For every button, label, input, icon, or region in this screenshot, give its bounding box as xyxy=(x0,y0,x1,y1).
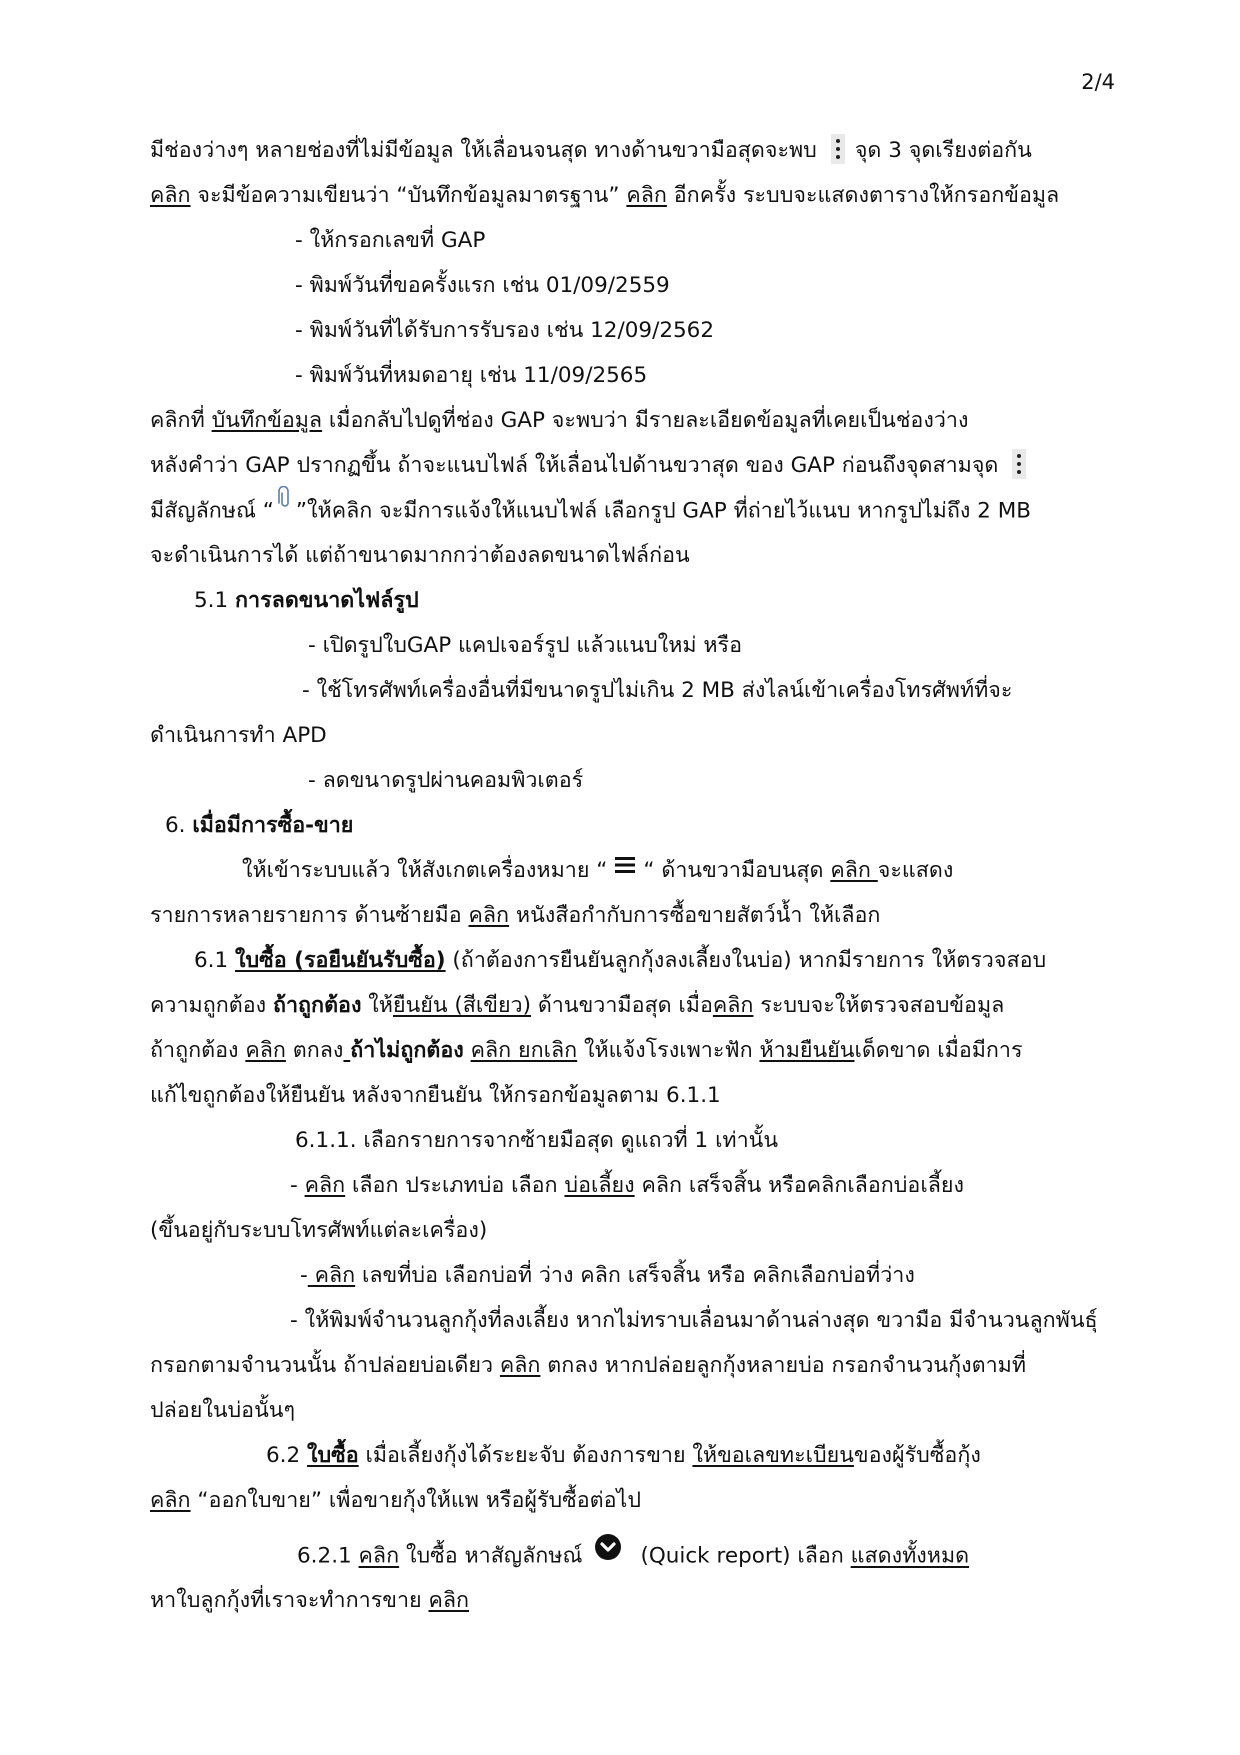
click-link: คลิก xyxy=(150,183,191,208)
text: ให้เข้าระบบแล้ว ให้สังเกตเครื่องหมาย “ xyxy=(242,858,608,883)
click-link: คลิก xyxy=(304,1173,346,1198)
page-number: 2/4 xyxy=(1081,70,1115,94)
click-cancel-link: คลิก ยกเลิก xyxy=(470,1038,578,1063)
click-link: คลิก xyxy=(468,903,510,928)
click-link: คลิก xyxy=(428,1588,470,1613)
list-item: - พิมพ์วันที่ขอครั้งแรก เช่น 01/09/2559 xyxy=(295,273,670,298)
text: เลือก ประเภทบ่อ เลือก xyxy=(345,1173,565,1198)
paragraph-line xyxy=(150,179,1059,213)
subsection-line xyxy=(297,1537,969,1576)
text: จะแสดง xyxy=(877,858,954,883)
section-number: 6. xyxy=(165,813,193,838)
text: เด็ดขาด เมื่อมีการ xyxy=(854,1038,1023,1063)
paragraph-line: ดำเนินการทำ APD xyxy=(150,723,327,748)
save-data-link: บันทึกข้อมูล xyxy=(211,408,323,433)
vertical-ellipsis-icon xyxy=(1012,449,1026,479)
list-item xyxy=(300,1259,915,1293)
text: ใบซื้อ หาสัญลักษณ์ xyxy=(399,1543,583,1569)
purchase-heading: ใบซื้อ xyxy=(307,1443,359,1468)
pond-link: บ่อเลี้ยง xyxy=(564,1173,635,1198)
click-link: คลิก xyxy=(358,1543,400,1569)
paragraph-line xyxy=(150,134,1032,168)
click-link: คลิก xyxy=(307,1263,356,1288)
click-link: คลิก xyxy=(150,1488,191,1513)
text: ”ให้คลิก จะมีการแจ้งให้แนบไฟล์ เลือกรูป GAP ที่ถ่ายไว้แนบ หากรูปไม่ถึง 2 MB xyxy=(295,498,1031,524)
paragraph-line xyxy=(150,899,880,933)
paragraph-line xyxy=(150,1484,641,1518)
section-heading xyxy=(194,584,419,618)
confirm-green-link: ยืนยัน (สีเขียว) xyxy=(392,993,532,1018)
text: ด้านขวามือสุด เมื่อ xyxy=(531,993,713,1018)
click-link: คลิก xyxy=(830,858,878,883)
section-heading xyxy=(165,809,353,843)
text: หาใบลูกกุ้งที่เราจะทำการขาย xyxy=(150,1588,429,1613)
click-link: คลิก xyxy=(712,993,754,1018)
emphasis: ถ้าถูกต้อง xyxy=(272,993,362,1018)
text: 6.2.1 xyxy=(297,1543,359,1569)
text: อีกครั้ง ระบบจะแสดงตารางให้กรอกข้อมูล xyxy=(666,183,1060,208)
click-link: คลิก xyxy=(626,183,667,208)
list-item: - ให้กรอกเลขที่ GAP xyxy=(295,228,486,253)
text: หลังคำว่า GAP ปรากฏขึ้น ถ้าจะแนบไฟล์ ให้เลื่อนไปด้านขวาสุด ของ GAP ก่อนถึงจุดสามจุด xyxy=(150,453,999,478)
section-title: เมื่อมีการซื้อ-ขาย xyxy=(192,813,354,838)
emphasis: ถ้าไม่ถูกต้อง xyxy=(350,1038,464,1063)
list-item: - ลดขนาดรูปผ่านคอมพิวเตอร์ xyxy=(308,768,584,793)
text: เมื่อเลี้ยงกุ้งได้ระยะจับ ต้องการขาย xyxy=(358,1443,693,1468)
section-number: 6.1 xyxy=(194,948,236,973)
paragraph-line xyxy=(150,404,968,438)
show-all-link: แสดงทั้งหมด xyxy=(850,1543,970,1569)
text: หนังสือกำกับการซื้อขายสัตว์น้ำ ให้เลือก xyxy=(509,903,881,928)
text: มีสัญลักษณ์ “ xyxy=(150,498,274,524)
section-title: การลดขนาดไฟล์รูป xyxy=(235,588,419,613)
paragraph-line xyxy=(150,494,1031,529)
text: คลิก เสร็จสิ้น หรือคลิกเลือกบ่อเลี้ยง xyxy=(634,1173,964,1198)
text: เมื่อกลับไปดูที่ช่อง GAP จะพบว่า มีรายละเอียดข้อมูลที่เคยเป็นช่องว่าง xyxy=(322,408,969,433)
text: จะมีข้อความเขียนว่า “บันทึกข้อมูลมาตรฐาน” xyxy=(190,183,627,208)
paperclip-icon xyxy=(278,486,292,521)
list-item: - ใช้โทรศัพท์เครื่องอื่นที่มีขนาดรูปไม่เกิน 2 MB ส่งไลน์เข้าเครื่องโทรศัพท์ที่จะ xyxy=(302,678,1013,703)
paragraph-line: แก้ไขถูกต้องให้ยืนยัน หลังจากยืนยัน ให้กรอกข้อมูลตาม 6.1.1 xyxy=(150,1083,721,1108)
paragraph-line xyxy=(150,449,1036,483)
text: ของผู้รับซื้อกุ้ง xyxy=(853,1443,981,1468)
text: (Quick report) เลือก xyxy=(640,1543,851,1569)
list-item: - เปิดรูปใบGAP แคปเจอร์รูป แล้วแนบใหม่ หรือ xyxy=(308,633,742,658)
text: (ถ้าต้องการยืนยันลูกกุ้งลงเลี้ยงในบ่อ) หากมีรายการ ให้ตรวจสอบ xyxy=(445,948,1047,973)
text: รายการหลายรายการ ด้านซ้ายมือ xyxy=(150,903,469,928)
text: ตกลง หากปล่อยลูกกุ้งหลายบ่อ กรอกจำนวนกุ้งตามที่ xyxy=(540,1353,1027,1378)
section-number: 5.1 xyxy=(194,588,236,613)
text: ให้แจ้งโรงเพาะฟัก xyxy=(577,1038,760,1063)
section-number: 6.2 xyxy=(266,1443,308,1468)
click-link: คลิก xyxy=(245,1038,286,1063)
text: ให้ xyxy=(361,993,393,1018)
text: - xyxy=(290,1173,305,1198)
paragraph-line: (ขึ้นอยู่กับระบบโทรศัพท์แต่ละเครื่อง) xyxy=(150,1218,488,1243)
list-item: - ให้พิมพ์จำนวนลูกกุ้งที่ลงเลี้ยง หากไม่ทราบเลื่อนมาด้านล่างสุด ขวามือ มีจำนวนลูกพันธุ์ xyxy=(290,1308,1098,1333)
text: จุด 3 จุดเรียงต่อกัน xyxy=(854,138,1032,163)
subsection-line: 6.1.1. เลือกรายการจากซ้ายมือสุด ดูแถวที่ 1 เท่านั้น xyxy=(295,1128,779,1153)
text: มีช่องว่างๆ หลายช่องที่ไม่มีข้อมูล ให้เลื่อนจนสุด ทางด้านขวามือสุดจะพบ xyxy=(150,138,817,163)
paragraph-line xyxy=(242,854,953,888)
paragraph-line xyxy=(150,1034,1023,1068)
list-item: - พิมพ์วันที่หมดอายุ เช่น 11/09/2565 xyxy=(295,363,648,388)
vertical-ellipsis-icon xyxy=(831,134,845,164)
hamburger-menu-icon xyxy=(615,851,635,885)
paragraph-line: จะดำเนินการได้ แต่ถ้าขนาดมากกว่าต้องลดขนาดไฟล์ก่อน xyxy=(150,543,690,568)
text: ระบบจะให้ตรวจสอบข้อมูล xyxy=(753,993,1005,1018)
list-item: - พิมพ์วันที่ได้รับการรับรอง เช่น 12/09/2562 xyxy=(295,318,715,343)
text: “ ด้านขวามือบนสุด xyxy=(643,858,831,883)
click-link: คลิก xyxy=(499,1353,541,1378)
chevron-down-circle-icon xyxy=(594,1533,622,1572)
text: ความถูกต้อง xyxy=(150,993,273,1018)
paragraph-line xyxy=(194,944,1046,978)
paragraph-line xyxy=(150,1584,469,1618)
paragraph-line: ปล่อยในบ่อนั้นๆ xyxy=(150,1398,296,1423)
do-not-confirm: ห้ามยืนยัน xyxy=(759,1038,855,1063)
paragraph-line xyxy=(150,989,1004,1023)
purchase-pending-heading: ใบซื้อ (รอยืนยันรับซื้อ) xyxy=(235,948,446,973)
text: เลขที่บ่อ เลือกบ่อที่ ว่าง คลิก เสร็จสิ้น หรือ คลิกเลือกบ่อที่ว่าง xyxy=(355,1263,915,1288)
text: ถ้าถูกต้อง xyxy=(150,1038,246,1063)
list-item xyxy=(290,1169,964,1203)
text: คลิกที่ xyxy=(150,408,212,433)
text: ตกลง xyxy=(285,1038,344,1063)
paragraph-line xyxy=(150,1349,1026,1383)
paragraph-line xyxy=(266,1439,981,1473)
registration-link: ให้ขอเลขทะเบียน xyxy=(692,1443,854,1468)
text: กรอกตามจำนวนนั้น ถ้าปล่อยบ่อเดียว xyxy=(150,1353,500,1378)
text xyxy=(464,1038,471,1063)
text: - xyxy=(300,1263,308,1288)
text: “ออกใบขาย” เพื่อขายกุ้งให้แพ หรือผู้รับซื้อต่อไป xyxy=(190,1488,641,1513)
